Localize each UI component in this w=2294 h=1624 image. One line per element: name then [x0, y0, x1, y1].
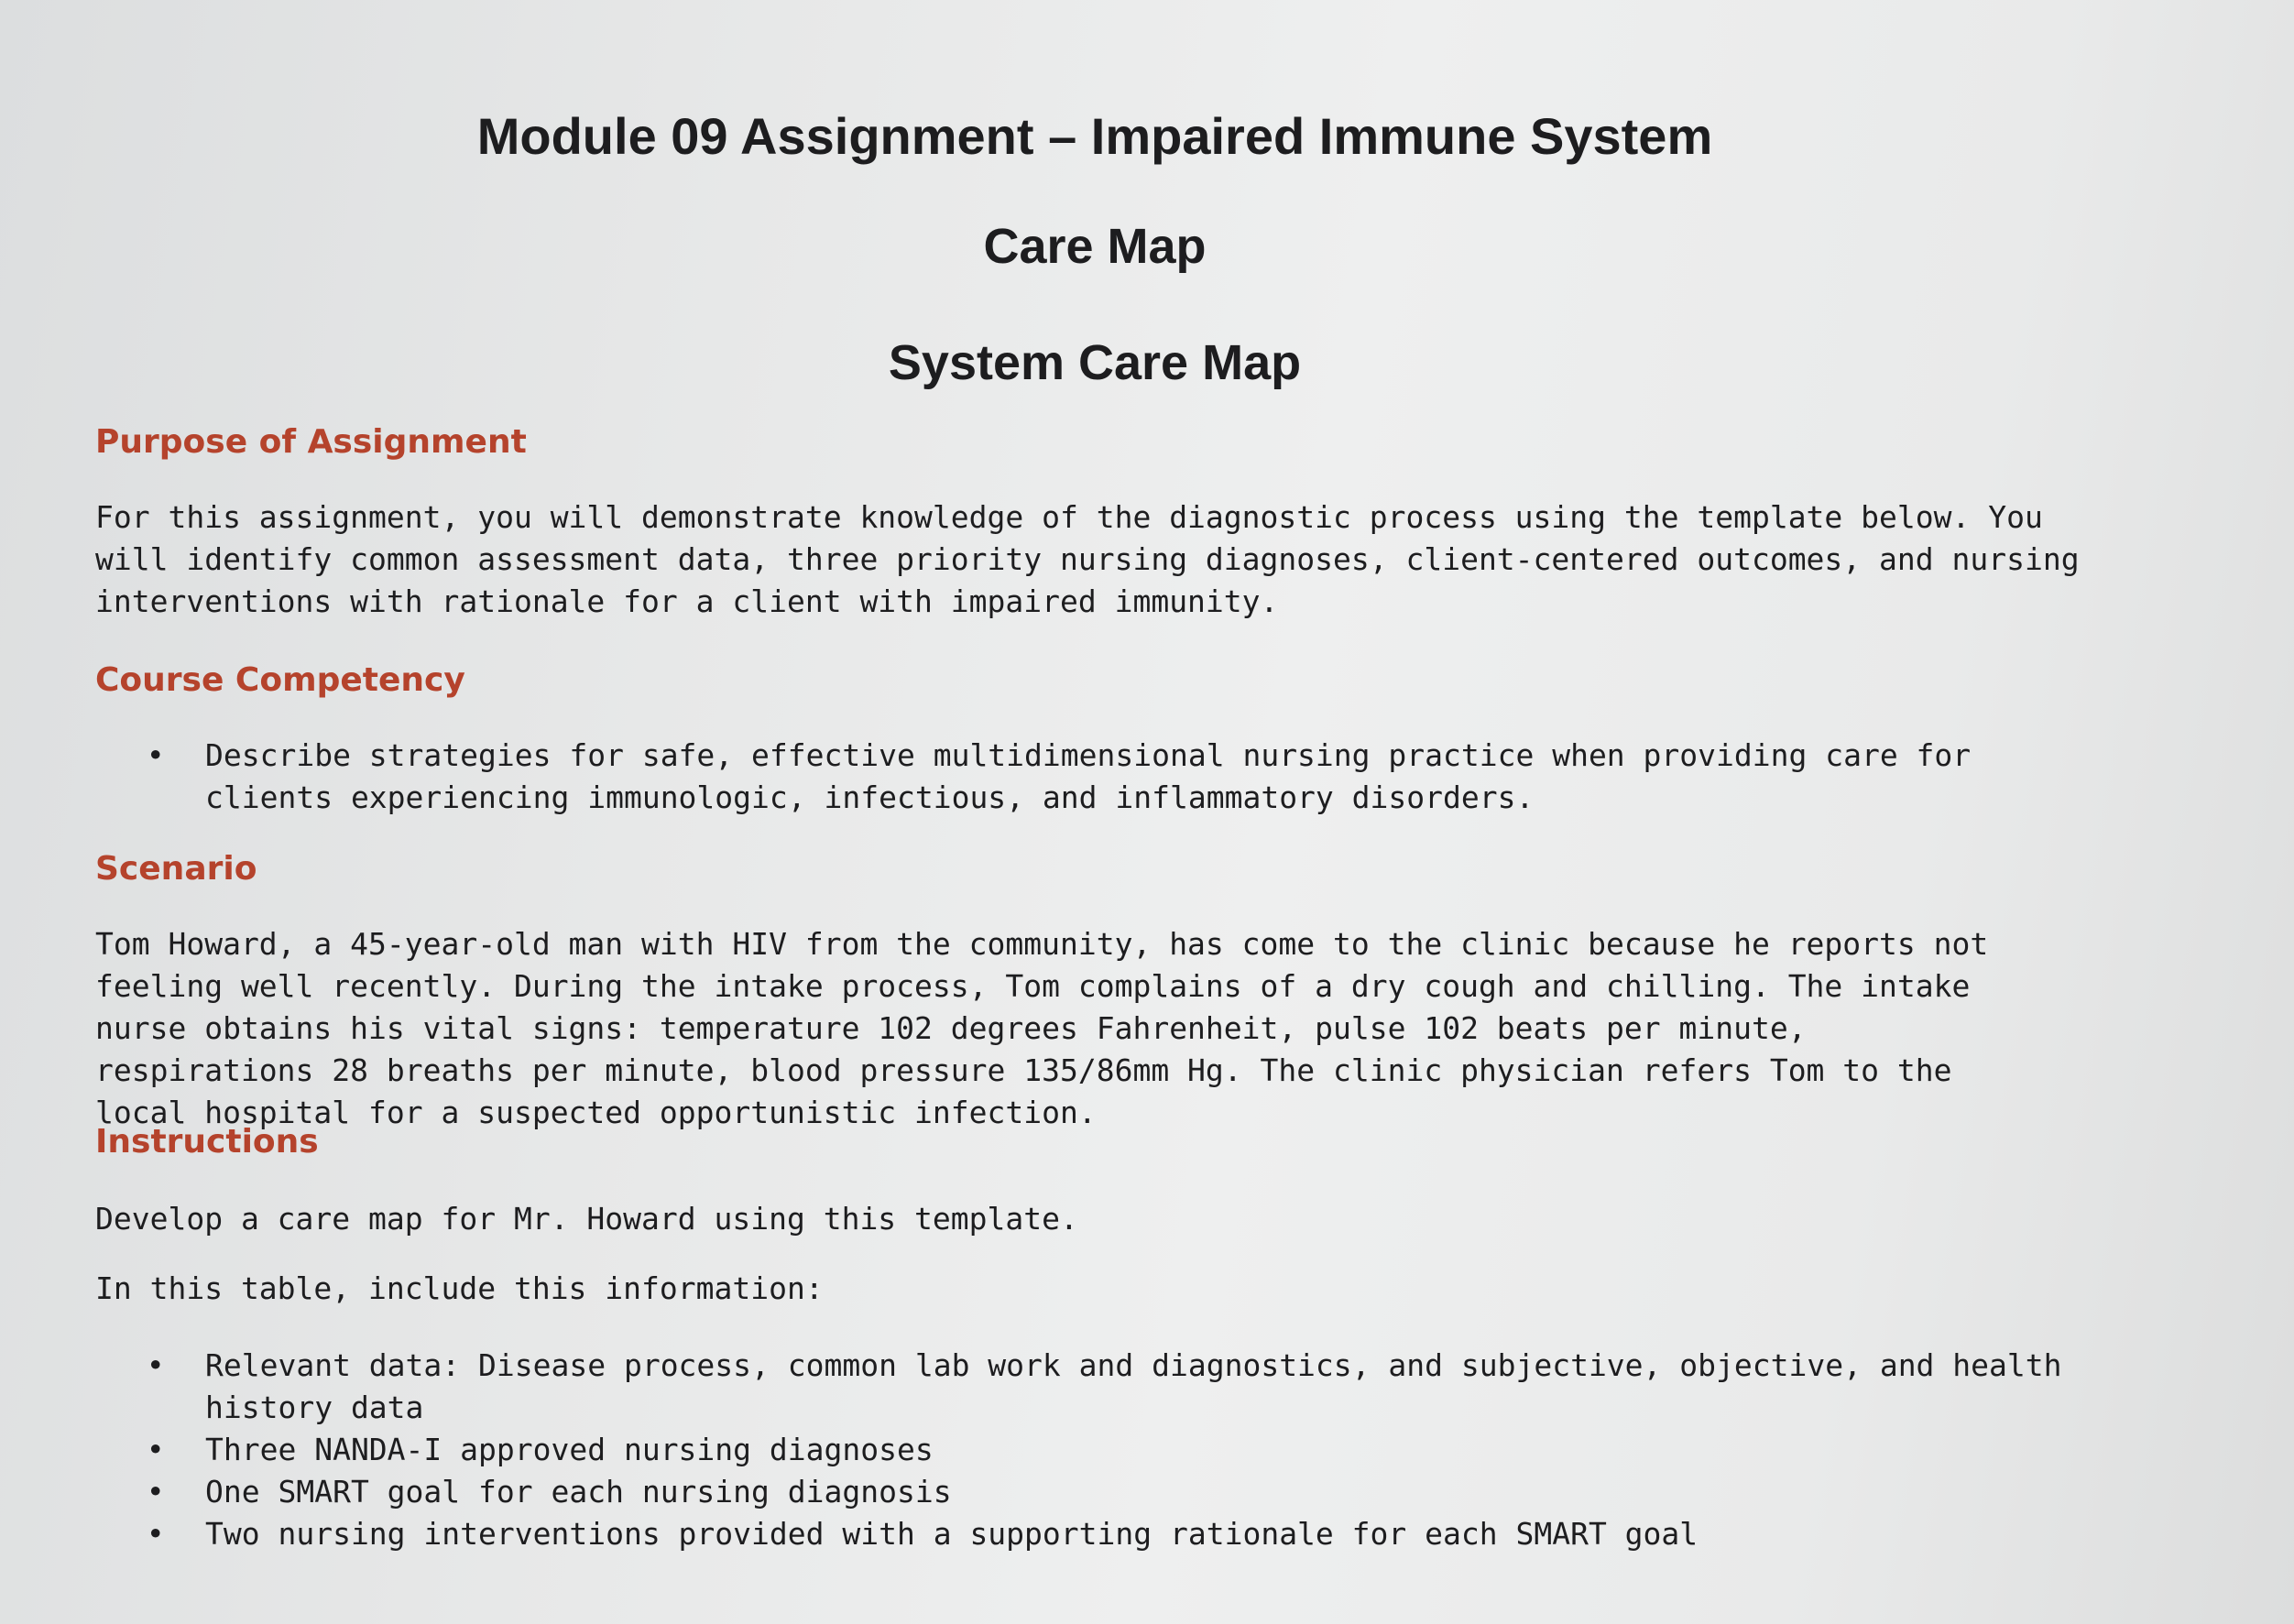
- list-item: [147, 1513, 2107, 1555]
- instructions-item-text: Three NANDA-I approved nursing diagnoses: [205, 1432, 934, 1467]
- bullet-icon: •: [147, 1516, 165, 1552]
- document-page: [92, 82, 2190, 1621]
- competency-list: [147, 735, 2107, 819]
- purpose-text: For this assignment, you will demonstrate knowledge of the diagnostic process using the template below. You will identify common assessment data, three priority nursing diagnoses, client-centered outcomes, and nursing interventions with rationale for a client with impaired immunity.: [95, 499, 2080, 619]
- bullet-icon: •: [147, 1432, 165, 1467]
- instructions-list: [147, 1345, 2107, 1555]
- competency-item-text: Describe strategies for safe, effective multidimensional nursing practice when providing care for clients experiencing immunologic, infectious, and inflammatory disorders.: [205, 737, 1972, 815]
- bullet-icon: •: [147, 1347, 165, 1383]
- scenario-text: Tom Howard, a 45-year-old man with HIV from the community, has come to the clinic because he reports not feeling well recently. During the intake process, Tom complains of a dry cough and chilling. The intake nurse obtains his vital signs: temperature 102 degrees Fahrenheit, pulse 102 beats per minute, respirations 28 breaths per minute, blood pressure 135/86mm Hg. The clinic physician refers Tom to the local hospital for a suspected opportunistic infection.: [95, 926, 1989, 1130]
- bullet-icon: •: [147, 1474, 165, 1510]
- scenario-heading: Scenario: [95, 850, 257, 888]
- bullet-icon: •: [147, 737, 165, 773]
- instructions-line-1: Develop a care map for Mr. Howard using this template.: [95, 1201, 1078, 1237]
- document-title: Module 09 Assignment – Impaired Immune System: [476, 107, 1713, 165]
- list-item: [147, 1471, 2107, 1513]
- list-item: [147, 1345, 2107, 1429]
- instructions-heading: Instructions: [95, 1123, 319, 1161]
- instructions-item-text: Relevant data: Disease process, common lab work and diagnostics, and subjective, objective, and health history data: [205, 1347, 2062, 1425]
- document-subtitle-care-map: Care Map: [983, 219, 1207, 274]
- instructions-item-text: Two nursing interventions provided with a supporting rationale for each SMART goal: [205, 1516, 1699, 1552]
- instructions-line-2: In this table, include this information:: [95, 1270, 824, 1306]
- purpose-heading: Purpose of Assignment: [95, 423, 527, 461]
- list-item: [147, 1429, 2107, 1471]
- document-subtitle-system-care-map: System Care Map: [888, 335, 1302, 390]
- competency-heading: Course Competency: [95, 661, 465, 699]
- instructions-item-text: One SMART goal for each nursing diagnosis: [205, 1474, 952, 1510]
- list-item: [147, 735, 2107, 819]
